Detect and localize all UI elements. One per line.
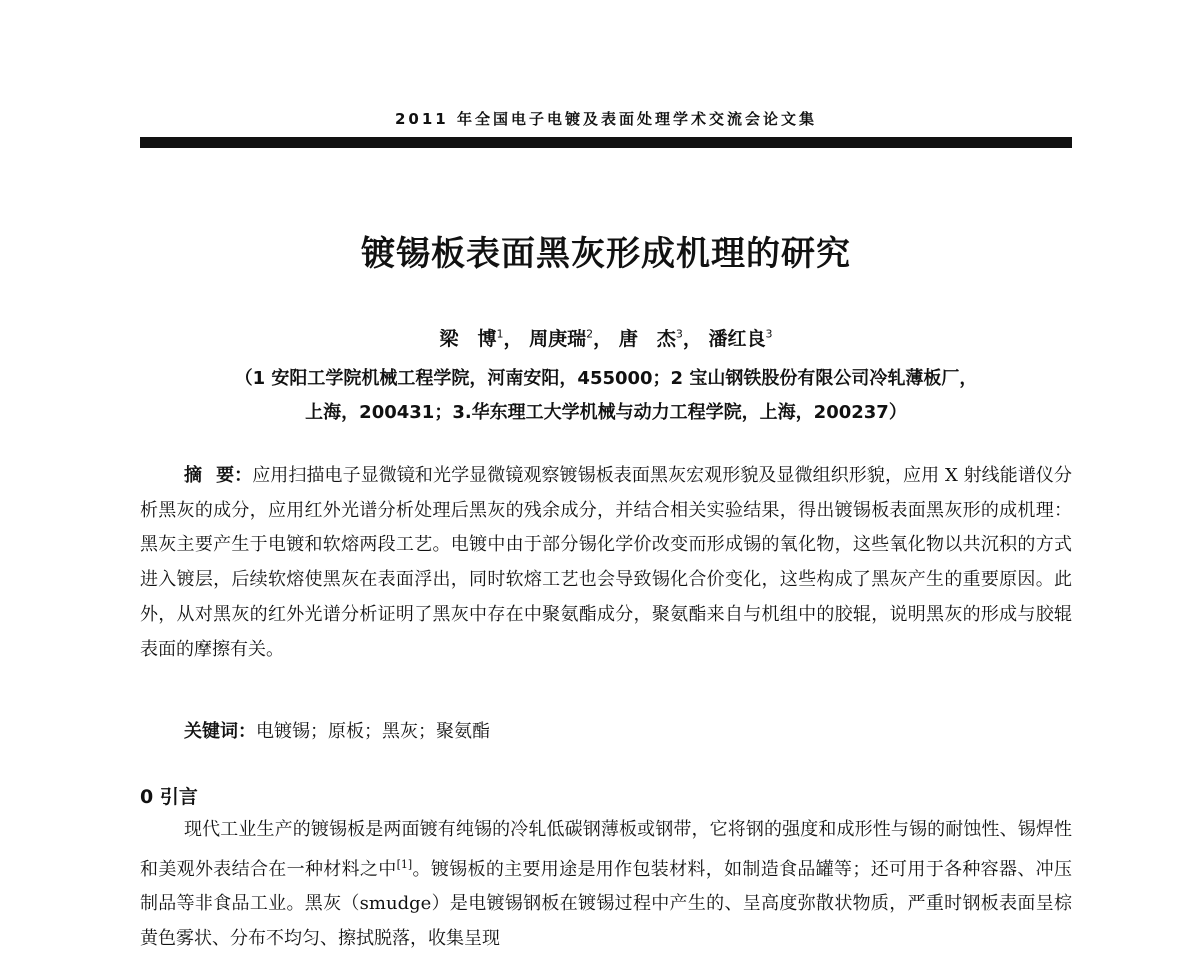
author-separator: ， xyxy=(593,328,613,350)
author-name: 梁 博 xyxy=(439,328,497,350)
author-list xyxy=(140,324,1072,351)
author-name: 潘红良 xyxy=(708,328,766,350)
header-rule xyxy=(140,137,1072,148)
paper-title: 镀锡板表面黑灰形成机理的研究 xyxy=(361,234,851,274)
author-separator: ， xyxy=(503,328,523,350)
keywords xyxy=(184,717,490,743)
affiliation-line-2: 上海，200431；3.华东理工大学机械与动力工程学院，上海，200237） xyxy=(305,402,907,423)
author-affil-mark: 2 xyxy=(586,327,594,341)
keywords-value: 电镀锡；原板；黑灰；聚氨酯 xyxy=(256,721,490,742)
author-affil-mark: 3 xyxy=(675,327,683,341)
author-affil-mark: 3 xyxy=(765,327,773,341)
section-heading: 0 引言 xyxy=(140,786,198,808)
abstract xyxy=(140,459,1072,667)
abstract-text: 应用扫描电子显微镜和光学显微镜观察镀锡板表面黑灰宏观形貌及显微组织形貌，应用 X 射线能谱仪分析黑灰的成分，应用红外光谱分析处理后黑灰的残余成分，并结合相关实验结果，得出镀锡板表面黑灰形的成机理：黑灰主要产生于电镀和软熔两段工艺。电镀中由于部分锡化学价改变而形成锡的氧化物，这些氧化物以共沉积的方式进入镀层，后续软熔使黑灰在表面浮出，同时软熔工艺也会导致锡化合价变化，这些构成了黑灰产生的重要原因。此外，从对黑灰的红外光谱分析证明了黑灰中存在中聚氨酯成分，聚氨酯来自与机组中的胶辊，说明黑灰的形成与胶辊表面的摩擦有关。 xyxy=(140,465,1072,660)
introduction-paragraph xyxy=(140,813,1072,957)
affiliation-line-1: （1 安阳工学院机械工程学院，河南安阳，455000；2 宝山钢铁股份有限公司冷轧薄板厂， xyxy=(234,368,978,389)
abstract-label-a: 摘 xyxy=(184,465,217,486)
intro-text-2: 。镀锡板的主要用途是用作包装材料，如制造食品罐等；还可用于各种容器、冲压制品等非食品工业。黑灰（smudge）是电镀锡钢板在镀锡过程中产生的、呈高度弥散状物质，严重时钢板表面呈棕黄色雾状、分布不均匀、擦拭脱落，收集呈现 xyxy=(140,858,1072,950)
intro-text-1: 现代工业生产的镀锡板是两面镀有纯锡的冷轧低碳钢薄板或钢带，它将钢的强度和成形性与锡的耐蚀性、锡焊性和美观外表结合在一种材料之中 xyxy=(140,819,1072,880)
running-header: 2011 年全国电子电镀及表面处理学术交流会论文集 xyxy=(395,110,817,128)
author-affil-mark: 1 xyxy=(496,327,504,341)
author-name: 唐 杰 xyxy=(618,328,676,350)
author-name: 周庚瑞 xyxy=(529,328,587,350)
citation-ref: [1] xyxy=(396,857,413,871)
abstract-label-b: 要： xyxy=(216,465,253,486)
author-separator: ， xyxy=(682,328,702,350)
keywords-label: 关键词： xyxy=(184,721,256,742)
